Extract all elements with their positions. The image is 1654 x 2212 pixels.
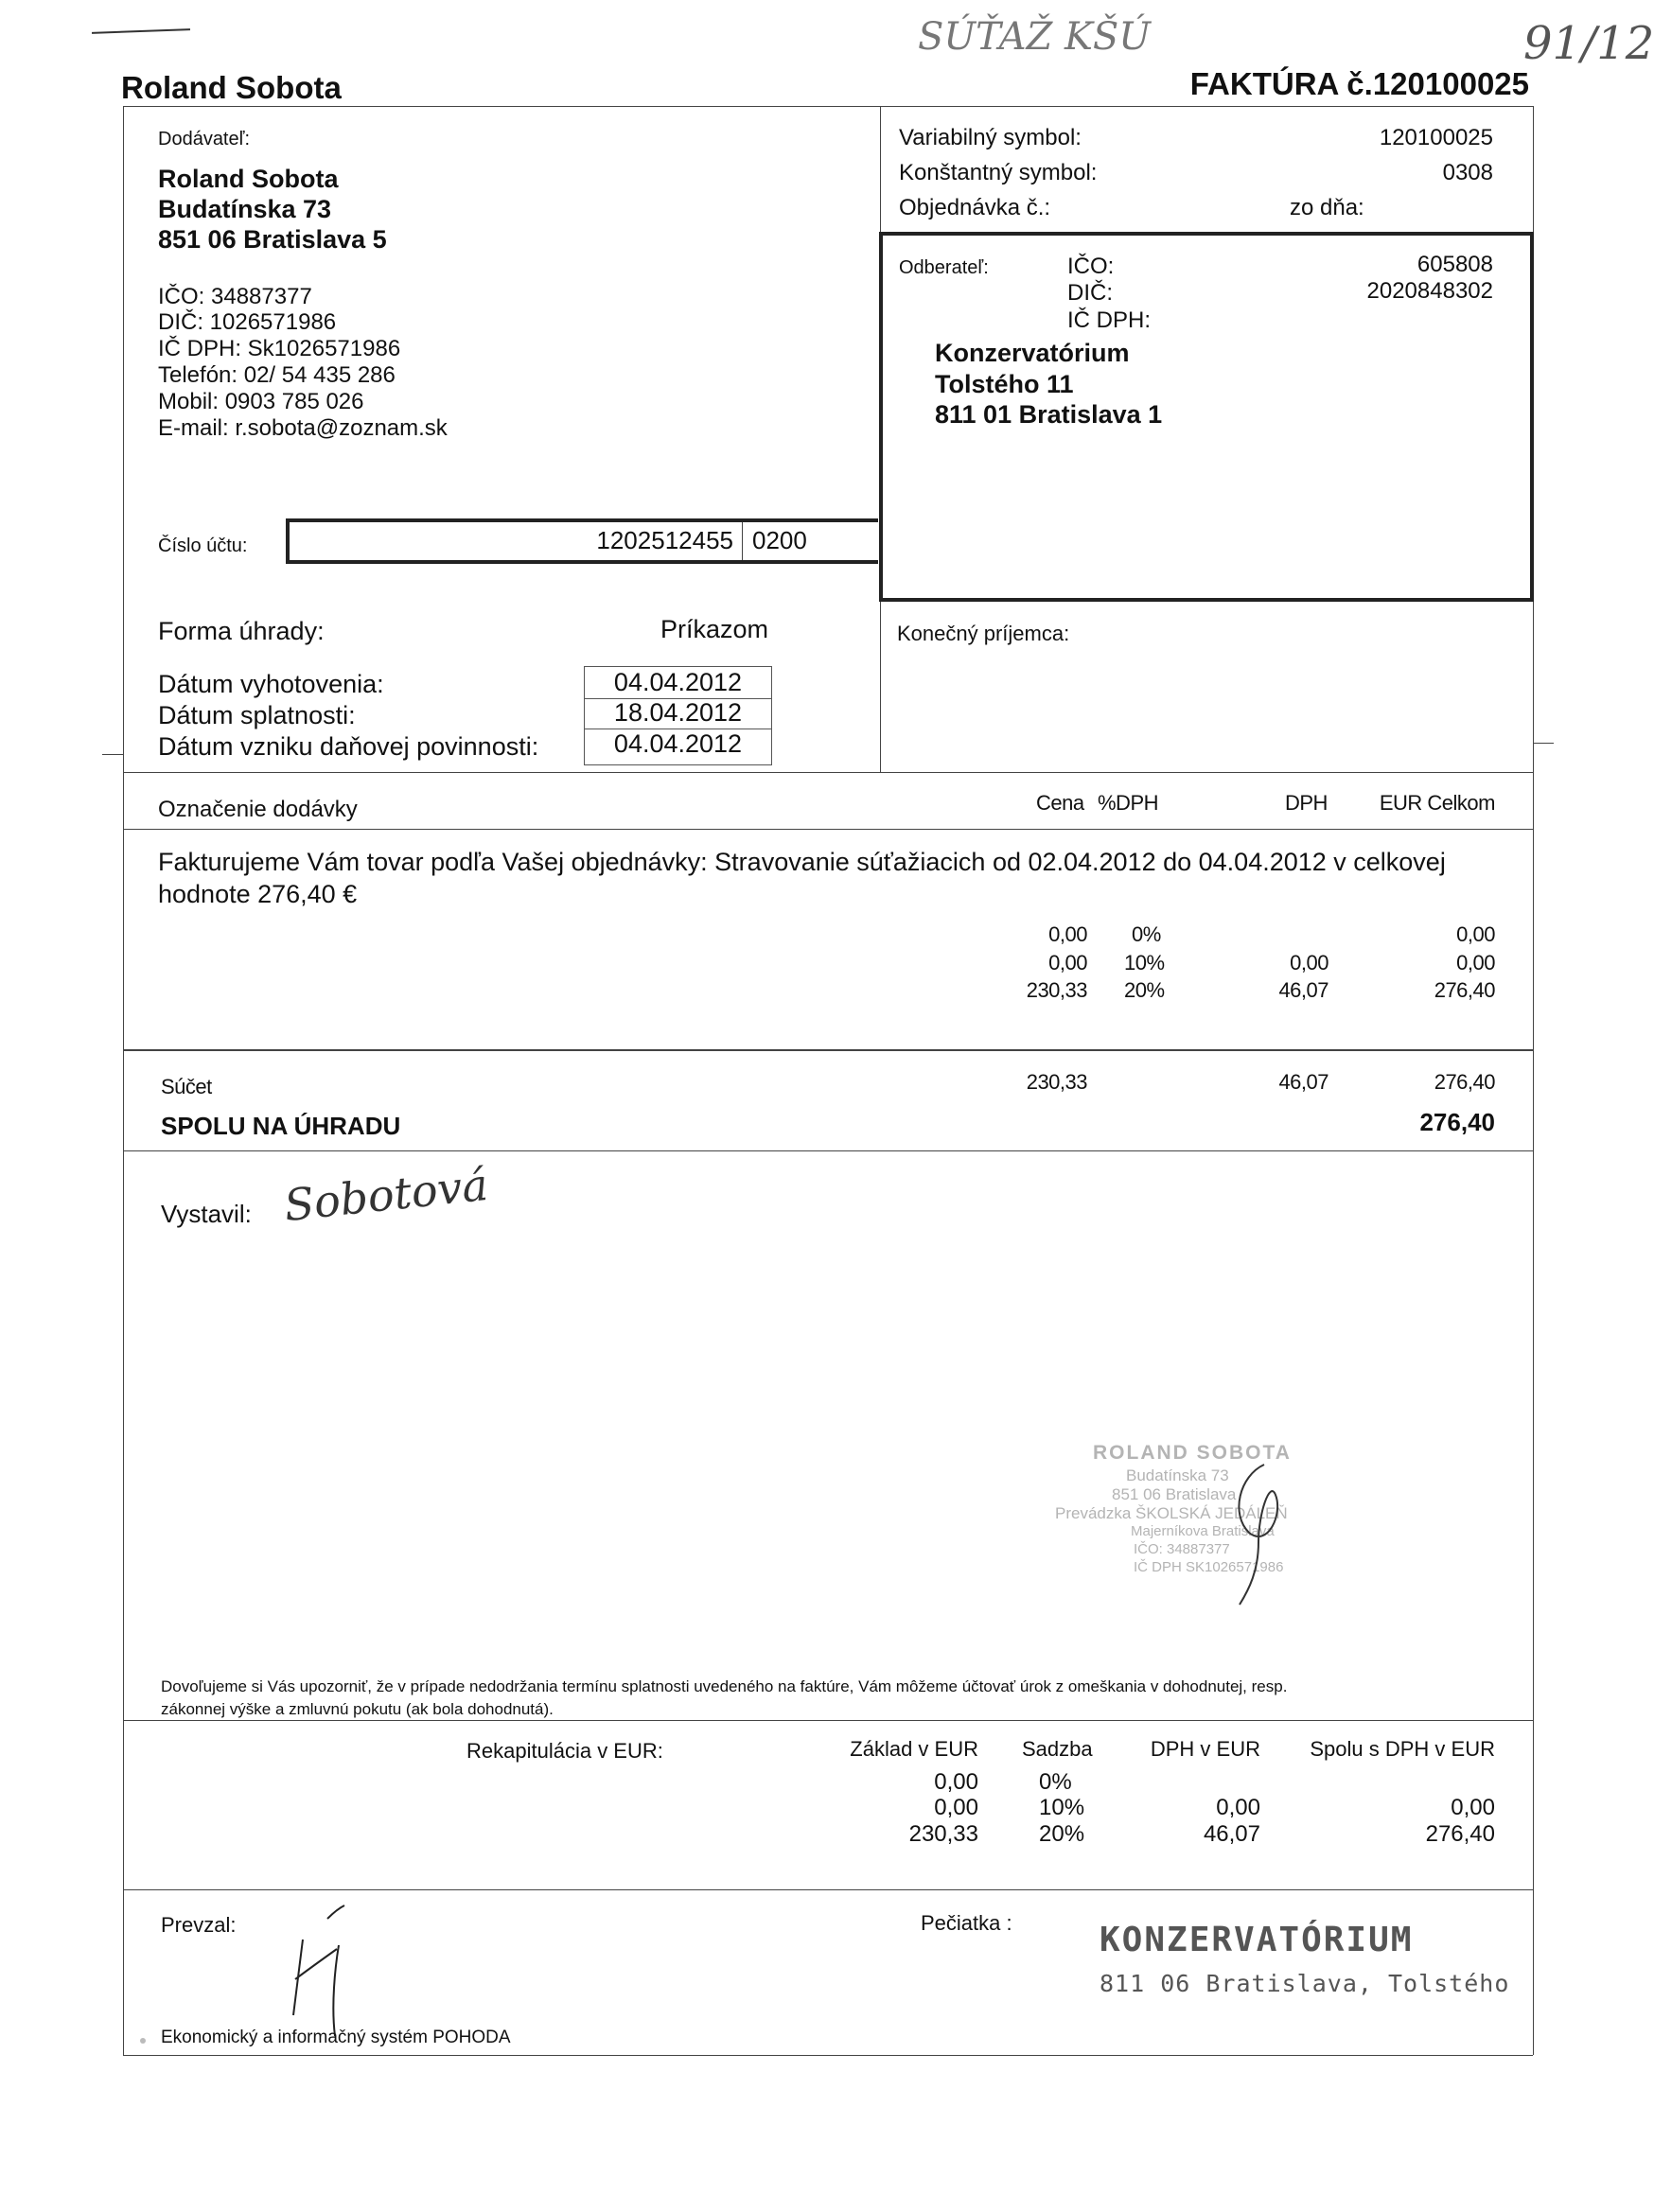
notice-rule bbox=[123, 1720, 1533, 1721]
recap-base: 0,00 bbox=[934, 1795, 978, 1820]
stamp-line: IČ DPH SK1026571986 bbox=[1134, 1559, 1284, 1575]
stamp-line: Prevádzka ŠKOLSKÁ JEDÁLEŇ bbox=[1055, 1504, 1288, 1522]
customer-ico-value: 605808 bbox=[1416, 252, 1493, 277]
software-credit: Ekonomický a informačný systém POHODA bbox=[161, 2028, 511, 2047]
totals-bottom-rule bbox=[123, 1150, 1533, 1151]
recap-base-header: Základ v EUR bbox=[850, 1737, 978, 1761]
pay-total-label: SPOLU NA ÚHRADU bbox=[161, 1112, 401, 1140]
bank-code: 0200 bbox=[752, 526, 807, 554]
item-price: 230,33 bbox=[1026, 978, 1087, 1002]
items-header-top-rule bbox=[123, 772, 1533, 773]
item-vat: 0,00 bbox=[1290, 951, 1328, 974]
supplier-ico: IČO: 34887377 bbox=[158, 284, 312, 309]
item-price: 0,00 bbox=[1048, 922, 1087, 946]
due-date-label: Dátum splatnosti: bbox=[158, 701, 356, 729]
constant-symbol-value: 0308 bbox=[1442, 160, 1493, 185]
items-price-header: Cena bbox=[1036, 791, 1084, 815]
items-header-bottom-rule bbox=[123, 829, 1533, 830]
payment-method-value: Príkazom bbox=[660, 615, 769, 643]
right-margin-tick bbox=[1533, 743, 1554, 744]
customer-ico-label: IČO: bbox=[1067, 254, 1115, 279]
pay-total-value: 276,40 bbox=[1419, 1108, 1495, 1136]
due-date-value: 18.04.2012 bbox=[584, 697, 772, 729]
items-total-header: EUR Celkom bbox=[1379, 791, 1495, 815]
item-description: Fakturujeme Vám tovar podľa Vašej objednávky: Stravovanie súťažiacich od 02.04.2012 do 04.04.2012 v celkovej bbox=[158, 848, 1446, 876]
supplier-phone: Telefón: 02/ 54 435 286 bbox=[158, 362, 396, 388]
variable-symbol-value: 120100025 bbox=[1379, 125, 1493, 150]
recap-rate-header: Sadzba bbox=[1022, 1737, 1093, 1761]
stamp-line: Budatínska 73 bbox=[1126, 1466, 1229, 1484]
left-margin-tick bbox=[102, 754, 123, 755]
item-vat: 46,07 bbox=[1278, 978, 1328, 1002]
received-signature bbox=[282, 1902, 377, 2044]
sum-total: 276,40 bbox=[1434, 1070, 1495, 1094]
supplier-street: Budatínska 73 bbox=[158, 195, 332, 223]
account-number: 1202512455 bbox=[596, 526, 733, 554]
items-designation-header: Označenie dodávky bbox=[158, 797, 358, 822]
item-total: 276,40 bbox=[1434, 978, 1495, 1002]
payment-method-label: Forma úhrady: bbox=[158, 617, 325, 645]
items-vatpct-header: %DPH bbox=[1098, 791, 1159, 815]
supplier-label: Dodávateľ: bbox=[158, 129, 251, 149]
customer-dic-value: 2020848302 bbox=[1366, 278, 1493, 304]
late-payment-notice-cont: zákonnej výške a zmluvnú pokutu (ak bola dohodnutá). bbox=[161, 1700, 554, 1718]
recap-vat: 0,00 bbox=[1216, 1795, 1260, 1820]
order-number-label: Objednávka č.: bbox=[899, 195, 1051, 220]
totals-top-rule bbox=[123, 1049, 1533, 1051]
final-recipient-label: Konečný príjemca: bbox=[897, 622, 1070, 645]
recap-total: 0,00 bbox=[1451, 1795, 1495, 1820]
supplier-mobile: Mobil: 0903 785 026 bbox=[158, 389, 364, 414]
supplier-icdph: IČ DPH: Sk1026571986 bbox=[158, 336, 401, 361]
stamp-line: ROLAND SOBOTA bbox=[1093, 1442, 1292, 1464]
supplier-city: 851 06 Bratislava 5 bbox=[158, 225, 387, 254]
supplier-dic: DIČ: 1026571986 bbox=[158, 309, 337, 335]
invoice-title: FAKTÚRA č.120100025 bbox=[1189, 66, 1529, 101]
item-vat-pct: 20% bbox=[1124, 978, 1165, 1002]
recap-total-header: Spolu s DPH v EUR bbox=[1310, 1737, 1495, 1761]
footer-bottom-rule bbox=[123, 2055, 1533, 2056]
customer-name: Konzervatórium bbox=[935, 339, 1130, 367]
tax-date-label: Dátum vzniku daňovej povinnosti: bbox=[158, 732, 539, 761]
issuer-signature: Sobotová bbox=[281, 1158, 491, 1232]
header-rule bbox=[123, 106, 1533, 107]
recap-rate: 10% bbox=[1039, 1795, 1085, 1820]
handwritten-ref: 91/12 bbox=[1523, 17, 1654, 70]
software-bullet bbox=[140, 2038, 146, 2044]
account-divider bbox=[742, 522, 743, 560]
item-price: 0,00 bbox=[1048, 951, 1087, 974]
item-vat-pct: 10% bbox=[1124, 951, 1165, 974]
recap-base: 0,00 bbox=[934, 1769, 978, 1795]
constant-symbol-label: Konštantný symbol: bbox=[899, 160, 1098, 185]
customer-stamp-address: 811 06 Bratislava, Tolstého bbox=[1100, 1970, 1510, 1997]
account-label: Číslo účtu: bbox=[158, 535, 248, 556]
handwritten-note: SÚŤAŽ KŠÚ bbox=[918, 15, 1151, 59]
recap-bottom-rule bbox=[123, 1889, 1533, 1890]
customer-stamp-name: KONZERVATÓRIUM bbox=[1100, 1921, 1414, 1959]
item-vat-pct: 0% bbox=[1132, 922, 1161, 946]
sum-label: Súčet bbox=[161, 1075, 212, 1098]
late-payment-notice: Dovoľujeme si Vás upozorniť, že v prípade nedodržania termínu splatnosti uvedeného na faktúre, Vám môžeme účtovať úrok z omeškania v dohodnutej, resp. bbox=[161, 1677, 1288, 1695]
frame-left bbox=[123, 106, 124, 2055]
customer-icdph-label: IČ DPH: bbox=[1067, 307, 1152, 333]
item-description-cont: hodnote 276,40 € bbox=[158, 880, 358, 908]
supplier-email: E-mail: r.sobota@zoznam.sk bbox=[158, 415, 448, 441]
recap-title: Rekapitulácia v EUR: bbox=[466, 1739, 663, 1763]
recap-total: 276,40 bbox=[1425, 1821, 1495, 1847]
customer-street: Tolstého 11 bbox=[935, 370, 1074, 398]
supplier-name: Roland Sobota bbox=[158, 165, 339, 193]
customer-dic-label: DIČ: bbox=[1067, 280, 1113, 306]
company-name: Roland Sobota bbox=[121, 70, 342, 105]
stamp-line: IČO: 34887377 bbox=[1134, 1541, 1230, 1557]
sum-vat: 46,07 bbox=[1278, 1070, 1328, 1094]
variable-symbol-label: Variabilný symbol: bbox=[899, 125, 1082, 150]
stamp-label: Pečiatka : bbox=[921, 1911, 1012, 1935]
order-date-label: zo dňa: bbox=[1290, 195, 1364, 220]
sum-price: 230,33 bbox=[1026, 1070, 1087, 1094]
recap-rate: 0% bbox=[1039, 1769, 1072, 1795]
issue-date-label: Dátum vyhotovenia: bbox=[158, 670, 384, 698]
tax-date-value: 04.04.2012 bbox=[584, 729, 772, 765]
customer-city: 811 01 Bratislava 1 bbox=[935, 400, 1163, 429]
recap-base: 230,33 bbox=[908, 1821, 978, 1847]
item-total: 0,00 bbox=[1456, 922, 1495, 946]
stamp-line: Majerníkova Bratislava bbox=[1131, 1523, 1275, 1539]
top-left-pen-mark bbox=[92, 28, 190, 34]
recap-vat: 46,07 bbox=[1203, 1821, 1260, 1847]
item-total: 0,00 bbox=[1456, 951, 1495, 974]
items-vat-header: DPH bbox=[1285, 791, 1328, 815]
stamp-line: 851 06 Bratislava bbox=[1112, 1485, 1237, 1503]
stamp-initials-scribble bbox=[1221, 1457, 1296, 1608]
received-by-label: Prevzal: bbox=[161, 1913, 237, 1937]
recap-rate: 20% bbox=[1039, 1821, 1085, 1847]
recap-vat-header: DPH v EUR bbox=[1150, 1737, 1260, 1761]
issue-date-value: 04.04.2012 bbox=[584, 666, 772, 699]
customer-label: Odberateľ: bbox=[899, 257, 989, 278]
issuer-label: Vystavil: bbox=[161, 1200, 252, 1228]
